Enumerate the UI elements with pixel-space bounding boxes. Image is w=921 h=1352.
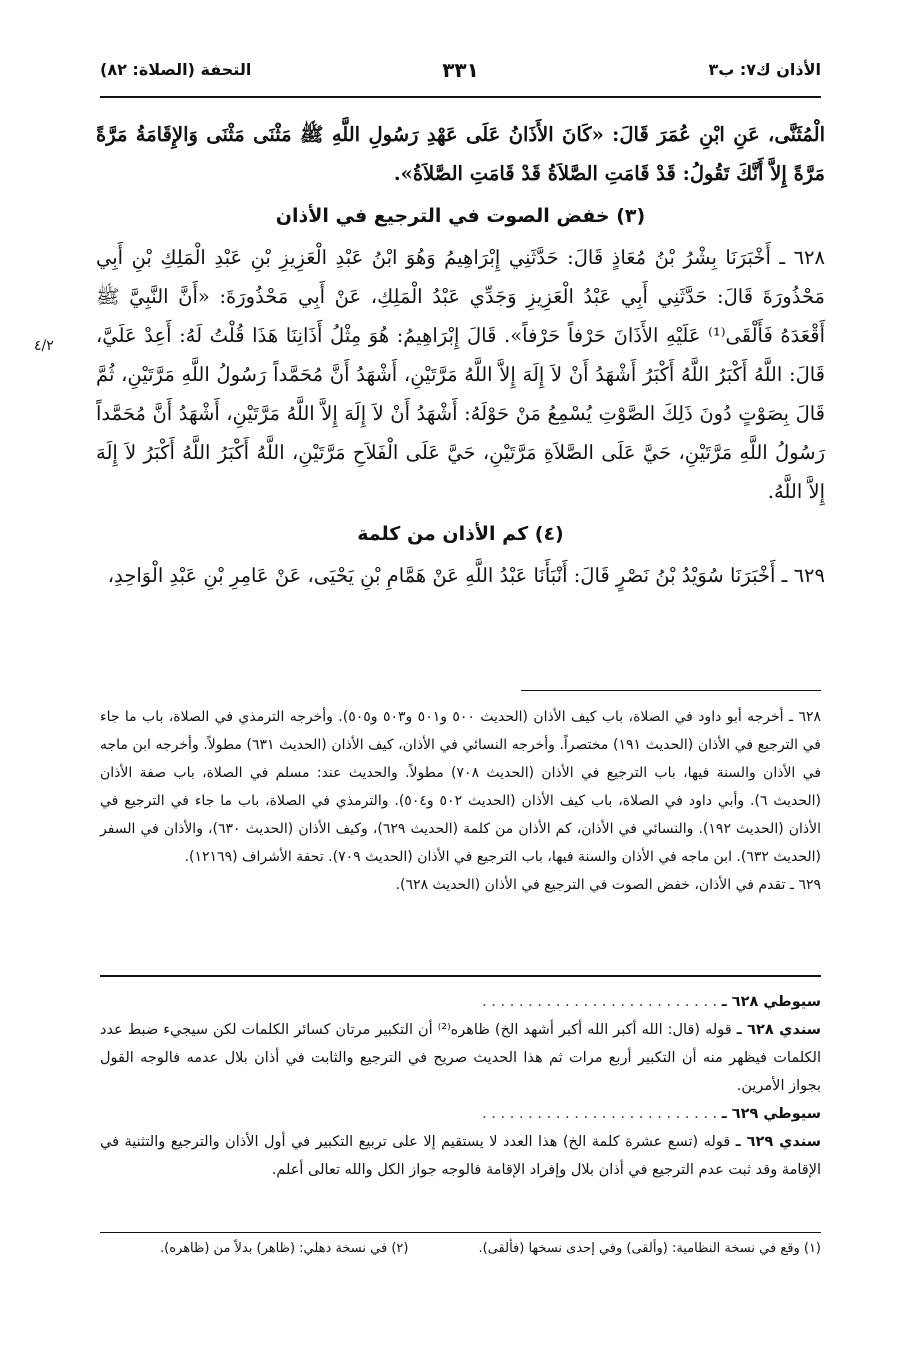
takhrij-notes (100, 703, 821, 899)
footnote-1: (١) وقع في نسخة النظامية: (وألقى) وفي إحدى نسخها (فألقى). (478, 1241, 821, 1256)
chapter-reference: الأذان ك٧: ب٣ (708, 60, 821, 79)
page-number: ٣٣١ (442, 58, 479, 82)
suyuti-628-label: سيوطي ٦٢٨ ـ (721, 994, 821, 1010)
notes-rule (521, 690, 821, 691)
suyuti-628: سيوطي ٦٢٨ ـ . . . . . . . . . . . . . . . . . . . . . . . . . . (482, 994, 821, 1010)
margin-reference: ٤/٢ (34, 338, 54, 354)
sindi-628-text: قوله (قال: الله أكبر الله أكبر أشهد الخ) ظاهره⁽²⁾ أن التكبير مرتان كسائر الكلمات لكن سيجيء ضبط عدد الكلمات فيظهر منه أن التكبير أربع مرات ثم هذا الحديث صريح في الترجيع والثابت في أذان بلال عدمه فالوجه القول بجواز الأمرين. (100, 1022, 821, 1094)
chapter-heading-3: (٣) خفض الصوت في الترجيع في الأذان (275, 205, 646, 227)
tuhfa-reference: التحفة (الصلاة: ٨٢) (100, 60, 252, 79)
commentary-rule (100, 975, 821, 977)
chapter-heading-4: (٤) كم الأذان من كلمة (357, 523, 564, 545)
hadith-628: ٦٢٨ ـ أَخْبَرَنَا بِشْرُ بْنُ مُعَاذٍ قَالَ: حَدَّثَنِي إِبْرَاهِيمُ وَهُوَ ابْنُ عَبْدِ الْعَزِيزِ بْنِ عَبْدِ الْمَلِكِ بْنِ أَبِي مَحْذُورَةَ قَالَ: حَدَّثَنِي أَبِي عَبْدُ الْعَزِيزِ وَجَدِّي عَبْدُ الْمَلِكِ، عَنْ أَبِي مَحْذُورَةَ: «أَنَّ النَّبِيَّ ﷺ أَقْعَدَهُ فَأَلْقَى⁽¹⁾ عَلَيْهِ الأَذَانَ حَرْفاً حَرْفاً». قَالَ إِبْرَاهِيمُ: هُوَ مِثْلُ أَذَانِنَا هَذَا قُلْتُ لَهُ: أَعِدْ عَلَيَّ، قَالَ: اللَّهُ أَكْبَرُ اللَّهُ أَكْبَرُ أَشْهَدُ أَنْ لاَ إِلَهَ إِلاَّ اللَّهُ مَرَّتَيْنِ، أَشْهَدُ أَنَّ مُحَمَّداً رَسُولُ اللَّهِ مَرَّتَيْنِ، ثُمَّ قَالَ بِصَوْتٍ دُونَ ذَلِكَ الصَّوْتِ يُسْمِعُ مَنْ حَوْلَهُ: أَشْهَدُ أَنْ لاَ إِلَهَ إِلاَّ اللَّهُ مَرَّتَيْنِ، أَشْهَدُ أَنَّ مُحَمَّداً رَسُولُ اللَّهِ مَرَّتَيْنِ، حَيَّ عَلَى الصَّلاَةِ مَرَّتَيْنِ، حَيَّ عَلَى الْفَلاَحِ مَرَّتَيْنِ، اللَّهُ أَكْبَرُ اللَّهُ أَكْبَرُ لاَ إِلَهَ إِلاَّ اللَّهُ. (96, 246, 825, 503)
sindi-629-text: قوله (تسع عشرة كلمة الخ) هذا العدد لا يستقيم إلا على تربيع التكبير في أول الأذان والترجيع والتثنية في الإقامة وقد ثبت عدم الترجيع في أذان بلال وإفراد الإقامة فالوجه جواز الكل والله تعالى أعلم. (100, 1134, 821, 1178)
sindi-629-label: سندي ٦٢٩ ـ (735, 1134, 821, 1150)
hadith-text (96, 115, 825, 595)
note-628: ٦٢٨ ـ أخرجه أبو داود في الصلاة، باب كيف الأذان (الحديث ٥٠٠ و٥٠١ و٥٠٣ و٥٠٥). وأخرجه الترمذي في الصلاة، باب ما جاء في الترجيع في الأذان (الحديث ١٩١) مختصراً. وأخرجه النسائي في الأذان، كيف الأذان (الحديث ٦٣١) مطولاً. وأخرجه ابن ماجه في الأذان والسنة فيها، باب الترجيع في الأذان (الحديث ٧٠٨) مطولاً. والحديث عند: مسلم في الصلاة، باب صفة الأذان (الحديث ٦). وأبي داود في الصلاة، باب كيف الأذان (الحديث ٥٠٢ و٥٠٤). والترمذي في الصلاة، باب ما جاء في الترجيع في الأذان (الحديث ١٩٢). والنسائي في الأذان، كم الأذان من كلمة (الحديث ٦٢٩)، وكيف الأذان (الحديث ٦٣٠)، والأذان في السفر (الحديث ٦٣٢). ابن ماجه في الأذان والسنة فيها، باب الترجيع في الأذان (الحديث ٧٠٩). تحفة الأشراف (١٢١٦٩). (100, 709, 822, 865)
suyuti-629-label: سيوطي ٦٢٩ ـ (721, 1106, 821, 1122)
header-rule (100, 96, 821, 98)
sindi-628-label: سندي ٦٢٨ ـ (736, 1022, 822, 1038)
running-header (100, 56, 821, 86)
note-629: ٦٢٩ ـ تقدم في الأذان، خفض الصوت في الترجيع في الأذان (الحديث ٦٢٨). (395, 877, 821, 893)
footnote-2: (٢) في نسخة دهلي: (ظاهر) بدلاً من (ظاهره). (160, 1241, 409, 1256)
footnote-rule (100, 1232, 821, 1233)
suyuti-629: سيوطي ٦٢٩ ـ . . . . . . . . . . . . . . . . . . . . . . . . . . (482, 1106, 821, 1122)
commentary-section (100, 988, 821, 1184)
sindi-629 (100, 1128, 821, 1184)
hadith-629-start: ٦٢٩ ـ أَخْبَرَنَا سُوَيْدُ بْنُ نَصْرٍ قَالَ: أَنْبَأَنَا عَبْدُ اللَّهِ عَنْ هَمَّامِ بْنِ يَحْيَى، عَنْ عَامِرِ بْنِ عَبْدِ الْوَاحِدِ، (107, 564, 825, 587)
sindi-628 (100, 1016, 821, 1100)
hadith-627-end: الْمُثَنَّى، عَنِ ابْنِ عُمَرَ قَالَ: «كَانَ الأَذَانُ عَلَى عَهْدِ رَسُولِ اللَّهِ ﷺ مَثْنَى مَثْنَى وَالإِقَامَةُ مَرَّةً مَرَّةً إِلاَّ أَنَّكَ تَقُولُ: قَدْ قَامَتِ الصَّلاَةُ قَدْ قَامَتِ الصَّلاَةُ». (96, 123, 825, 185)
